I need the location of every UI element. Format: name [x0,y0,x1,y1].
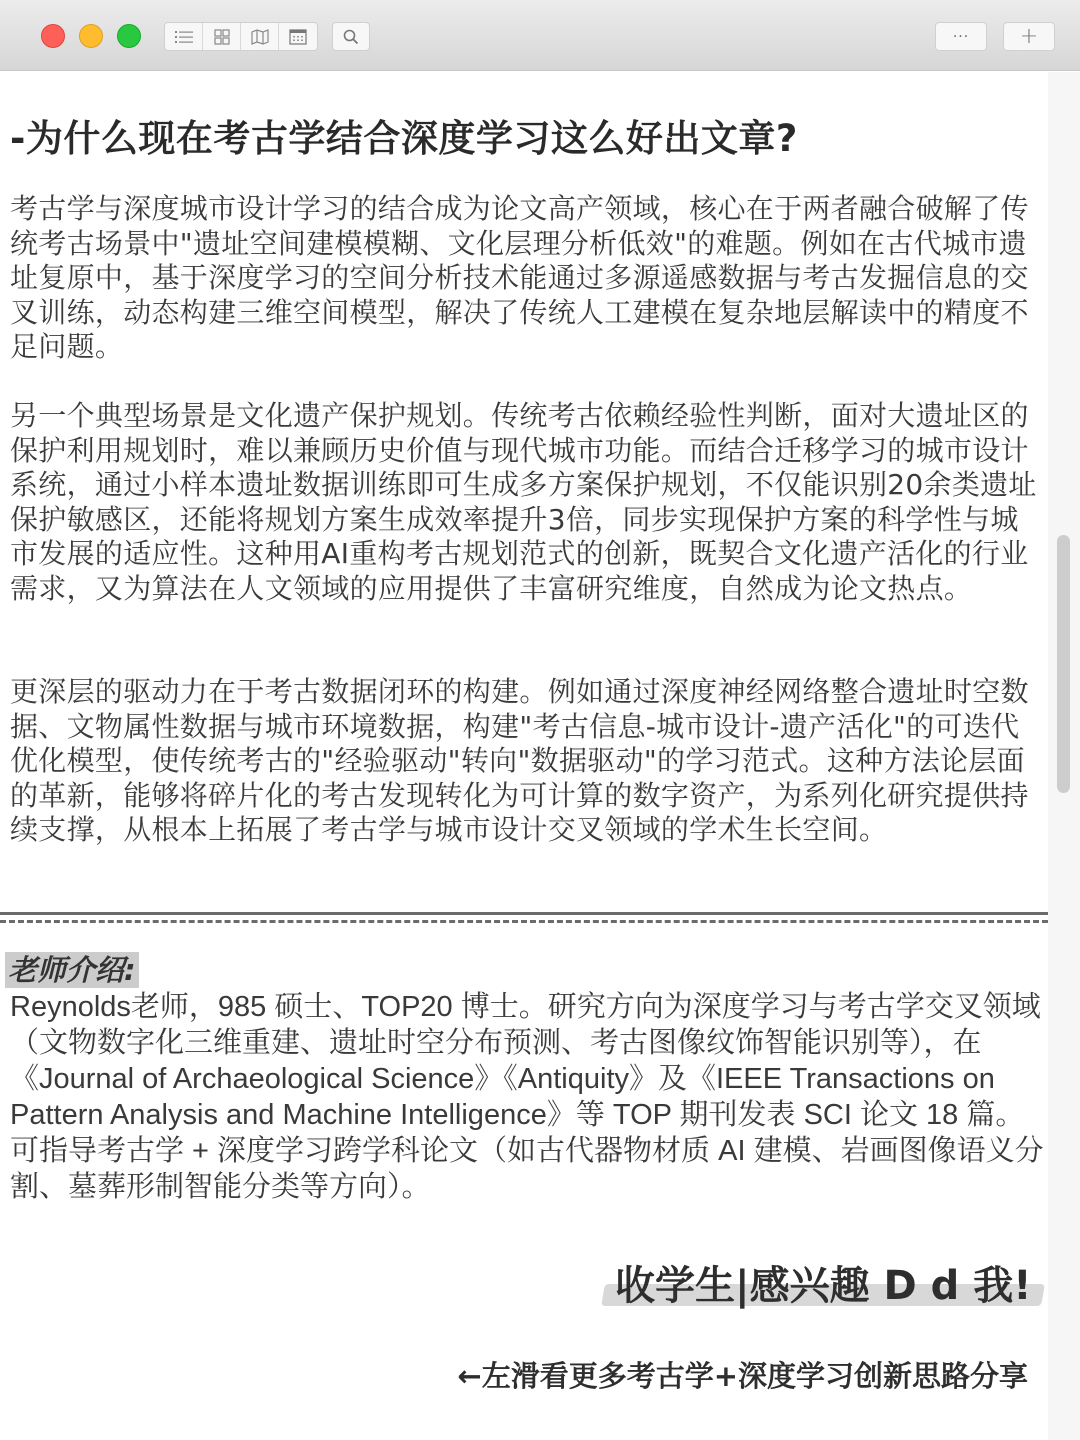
calendar-view-button[interactable] [279,23,317,50]
section-divider-solid [0,912,1048,915]
recruit-callout [603,1262,1043,1310]
ellipsis-icon: ··· [952,28,970,45]
list-icon [175,30,193,44]
view-mode-switcher [164,22,318,51]
add-button[interactable] [1003,22,1055,51]
paragraph-3: 更深层的驱动力在于考古数据闭环的构建。例如通过深度神经网络整合遗址时空数据、文物属性数据与城市环境数据，构建"考古信息-城市设计-遗产活化"的可迭代优化模型，使传统考古的"经验驱动"转向"数据驱动"的学习范式。这种方法论层面的革新，能够将碎片化的考古发现转化为可计算的数字资产，为系列化研究提供持续支撑，从根本上拓展了考古学与城市设计交叉领域的学术生长空间。 [10,675,1029,847]
list-view-button[interactable] [165,23,203,50]
minimize-window-button[interactable] [79,24,103,48]
zoom-window-button[interactable] [117,24,141,48]
map-icon [251,29,269,45]
teacher-bio: Reynolds老师，985 硕士、TOP20 博士。研究方向为深度学习与考古学交叉领域（文物数字化三维重建、遗址时空分布预测、考古图像纹饰智能识别等），在《Journal of Archaeological Science》《Antiquity》及《IEEE Transactions on Pattern Analysis and Machine Intelligence》等 TOP 期刊发表 SCI 论文 18 篇。可指导考古学 + 深度学习跨学科论文（如古代器物材质 AI 建模、岩画图像语义分割、墓葬形制智能分类等方向）。 [10,991,1044,1203]
calendar-icon [289,29,307,45]
grid-icon [214,29,230,45]
map-view-button[interactable] [241,23,279,50]
document-content [0,72,1048,1440]
paragraph-1: 考古学与深度城市设计学习的结合成为论文高产领域，核心在于两者融合破解了传统考古场景中"遗址空间建模模糊、文化层理分析低效"的难题。例如在古代城市遗址复原中，基于深度学习的空间分析技术能通过多源遥感数据与考古发掘信息的交叉训练，动态构建三维空间模型，解决了传统人工建模在复杂地层解读中的精度不足问题。 [10,192,1029,364]
vertical-scrollbar-thumb[interactable] [1057,535,1070,793]
more-options-button[interactable] [935,22,987,51]
recruit-callout-text: 收学生|感兴趣 D d 我! [615,1263,1032,1309]
window-toolbar [0,0,1080,71]
close-window-button[interactable] [41,24,65,48]
search-icon [343,29,359,45]
teacher-intro-label: 老师介绍: [5,952,139,988]
paragraph-2: 另一个典型场景是文化遗产保护规划。传统考古依赖经验性判断，面对大遗址区的保护利用规划时，难以兼顾历史价值与现代城市功能。而结合迁移学习的城市设计系统，通过小样本遗址数据训练即可生成多方案保护规划，不仅能识别20余类遗址保护敏感区，还能将规划方案生成效率提升3倍，同步实现保护方案的科学性与城市发展的适应性。这种用AI重构考古规划范式的创新，既契合文化遗产活化的行业需求，又为算法在人文领域的应用提供了丰富研究维度，自然成为论文热点。 [10,399,1037,605]
swipe-hint: ←左滑看更多考古学+深度学习创新思路分享 [457,1359,1028,1393]
plus-icon: + [1019,24,1039,49]
grid-view-button[interactable] [203,23,241,50]
section-divider-dashed [0,920,1048,923]
article-heading: -为什么现在考古学结合深度学习这么好出文章? [10,117,798,160]
search-button[interactable] [332,22,370,51]
